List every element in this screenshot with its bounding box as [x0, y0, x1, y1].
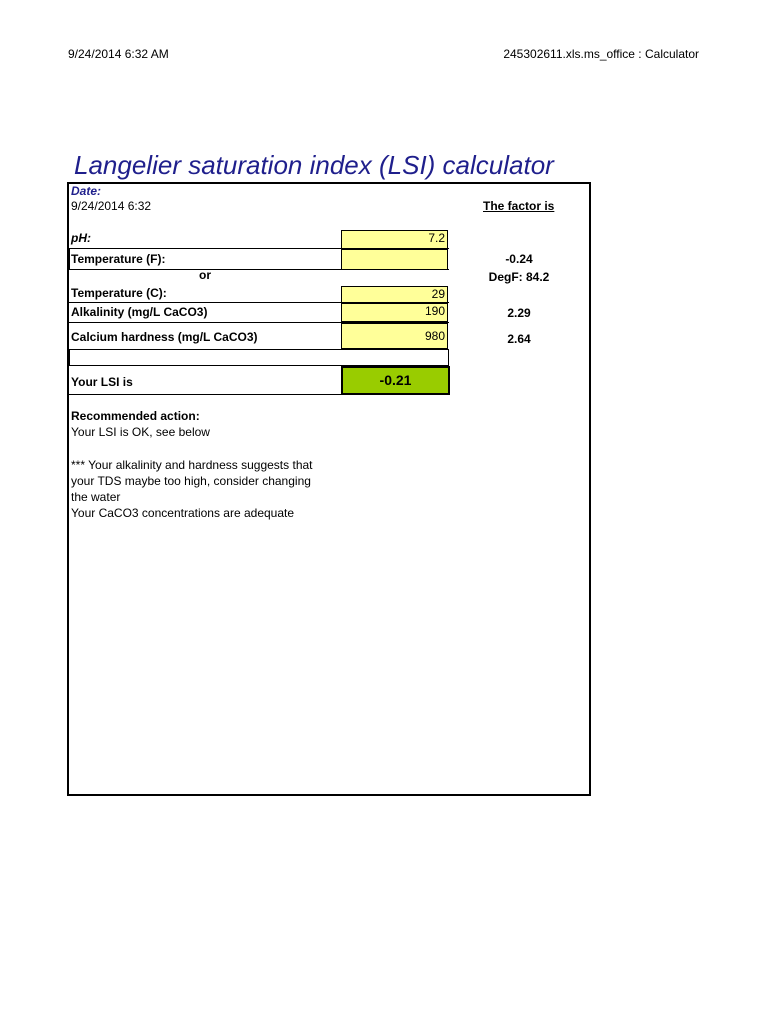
- recommended-status: Your LSI is OK, see below: [71, 425, 210, 439]
- calcium-label: Calcium hardness (mg/L CaCO3): [71, 330, 258, 344]
- sheet-title: Langelier saturation index (LSI) calculator: [74, 150, 554, 180]
- ph-label: pH:: [71, 231, 91, 245]
- date-label: Date:: [71, 184, 102, 198]
- date-value: 9/24/2014 6:32: [71, 199, 152, 213]
- recommended-note: your TDS maybe too high, consider changing: [71, 474, 311, 488]
- lsi-result: -0.21: [341, 366, 450, 395]
- calcium-input[interactable]: 980: [341, 323, 448, 349]
- row-border-right: [448, 349, 449, 366]
- factor-header: The factor is: [483, 199, 555, 213]
- temp-c-label: Temperature (C):: [71, 286, 167, 300]
- ph-input[interactable]: 7.2: [341, 230, 448, 249]
- or-text: or: [199, 268, 211, 282]
- recommended-note: *** Your alkalinity and hardness suggests that: [71, 458, 313, 472]
- recommended-heading: Recommended action:: [71, 409, 200, 423]
- print-filename: 245302611.xls.ms_office : Calculator: [503, 47, 699, 61]
- row-border-left: [69, 349, 70, 366]
- row-divider: [69, 269, 449, 270]
- calcium-factor: 2.64: [507, 332, 531, 346]
- alkalinity-label: Alkalinity (mg/L CaCO3): [71, 305, 208, 319]
- row-divider: [69, 394, 341, 395]
- row-divider: [69, 349, 449, 350]
- recommended-note: Your CaCO3 concentrations are adequate: [71, 506, 295, 520]
- lsi-label: Your LSI is: [71, 375, 133, 389]
- temp-c-input[interactable]: 29: [341, 286, 448, 303]
- print-datetime: 9/24/2014 6:32 AM: [68, 47, 169, 61]
- temp-f-label: Temperature (F):: [71, 252, 166, 266]
- temp-factor: -0.24: [505, 252, 533, 266]
- degf-readout: DegF: 84.2: [488, 270, 550, 284]
- temp-f-input[interactable]: [341, 249, 448, 270]
- alkalinity-factor: 2.29: [507, 306, 531, 320]
- row-border-left: [69, 248, 70, 270]
- alkalinity-input[interactable]: 190: [341, 303, 448, 322]
- recommended-note: the water: [71, 490, 121, 504]
